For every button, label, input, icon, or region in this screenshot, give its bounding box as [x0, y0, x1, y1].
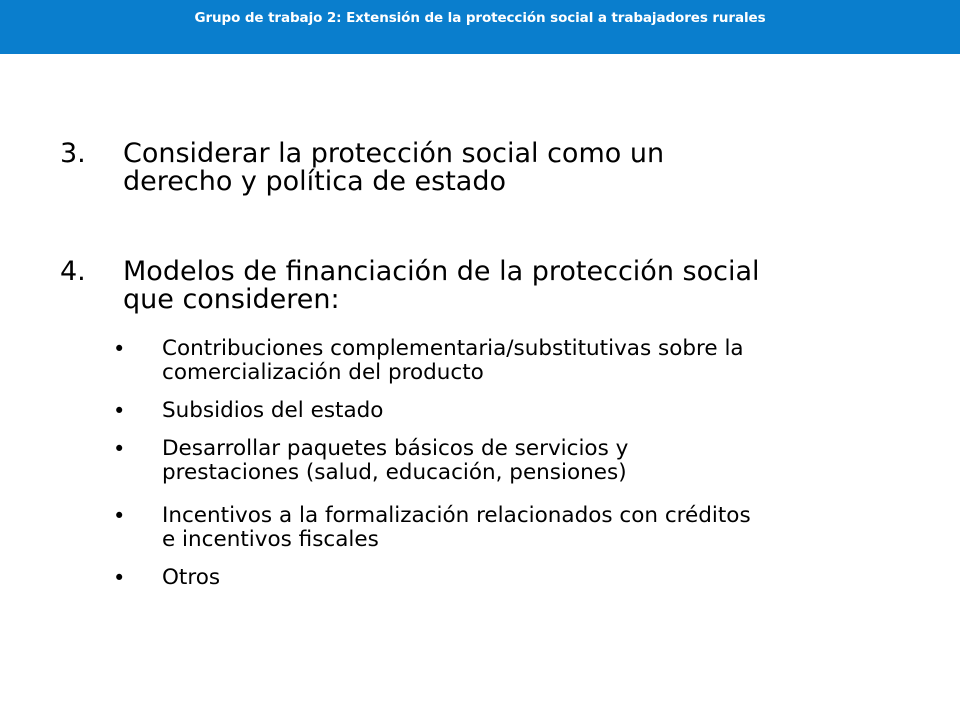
bullet-icon: •: [113, 437, 126, 461]
bullet-text-line: Subsidios del estado: [162, 398, 384, 423]
bullet-text: [162, 504, 922, 552]
bullet-icon: •: [113, 504, 126, 528]
bullet-text-line: Contribuciones complementaria/substitutivas sobre la: [162, 336, 744, 361]
item-number: 3.: [60, 138, 86, 169]
item-text-line: Considerar la protección social como un: [123, 138, 665, 169]
bullet-icon: •: [113, 399, 126, 423]
bullet-text-line: prestaciones (salud, educación, pensiones): [162, 460, 627, 485]
item-text: [123, 140, 923, 196]
bullet-text-line: Otros: [162, 565, 221, 590]
bullet-text-line: Desarrollar paquetes básicos de servicios y: [162, 436, 629, 461]
bullet-icon: •: [113, 566, 126, 590]
bullet-text: [162, 337, 922, 385]
bullet-icon: •: [113, 337, 126, 361]
item-text-line: Modelos de financiación de la protección social: [123, 256, 760, 287]
bullet-text-line: e incentivos fiscales: [162, 527, 379, 552]
item-text-line: derecho y política de estado: [123, 166, 507, 197]
bullet-text-line: Incentivos a la formalización relacionados con créditos: [162, 503, 751, 528]
bullet-text: [162, 437, 922, 485]
bullet-text: [162, 566, 922, 590]
bullet-text: [162, 399, 922, 423]
item-number: 4.: [60, 256, 86, 287]
bullet-text-line: comercialización del producto: [162, 360, 484, 385]
item-text-line: que consideren:: [123, 284, 340, 315]
item-text: [123, 258, 923, 314]
slide-title: Grupo de trabajo 2: Extensión de la protección social a trabajadores rurales: [194, 10, 766, 26]
